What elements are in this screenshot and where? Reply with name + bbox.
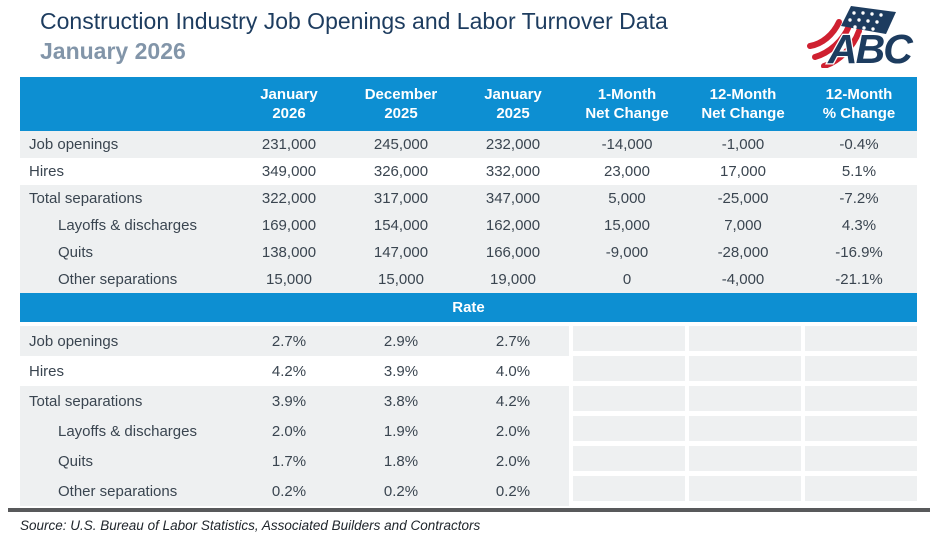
empty-cell	[685, 476, 801, 506]
table-cell: 1.9%	[345, 416, 457, 446]
table-cell: 147,000	[345, 239, 457, 266]
table-cell: 1.8%	[345, 446, 457, 476]
table-cell: 347,000	[457, 185, 569, 212]
table-cell: 5.1%	[801, 158, 917, 185]
table-cell: -7.2%	[801, 185, 917, 212]
table-cell: 2.0%	[233, 416, 345, 446]
row-label: Layoffs & discharges	[20, 416, 233, 446]
table-cell: 4.0%	[457, 356, 569, 386]
column-header	[801, 77, 917, 131]
table-cell: 138,000	[233, 239, 345, 266]
row-label: Layoffs & discharges	[20, 212, 233, 239]
table-cell: 162,000	[457, 212, 569, 239]
empty-cell	[685, 356, 801, 386]
table-cell: 3.9%	[233, 386, 345, 416]
column-header-line1: January	[484, 86, 542, 103]
table-cell: 7,000	[685, 212, 801, 239]
column-header	[345, 77, 457, 131]
empty-cell	[569, 416, 685, 446]
table-cell: -1,000	[685, 131, 801, 158]
table-cell: -4,000	[685, 266, 801, 293]
table-cell: 169,000	[233, 212, 345, 239]
column-header	[569, 77, 685, 131]
empty-cell	[801, 476, 917, 506]
empty-cell	[569, 476, 685, 506]
empty-cell	[685, 446, 801, 476]
row-label: Hires	[20, 356, 233, 386]
table-cell: 0.2%	[457, 476, 569, 506]
column-header-line1: January	[260, 86, 318, 103]
table-cell: 15,000	[233, 266, 345, 293]
table-cell: -16.9%	[801, 239, 917, 266]
table-cell: 15,000	[345, 266, 457, 293]
abc-logo-text: ABC	[828, 26, 911, 68]
column-header-line2: Net Change	[585, 105, 669, 122]
column-header	[457, 77, 569, 131]
masthead	[0, 0, 936, 74]
table-cell: 0	[569, 266, 685, 293]
column-header-line2: 2026	[272, 105, 306, 122]
empty-cell	[801, 356, 917, 386]
column-header-corner	[20, 77, 233, 131]
table-cell: 166,000	[457, 239, 569, 266]
jolt-table	[20, 77, 917, 506]
empty-cell	[801, 326, 917, 356]
table-cell: 0.2%	[233, 476, 345, 506]
table-cell: 5,000	[569, 185, 685, 212]
table-cell: 154,000	[345, 212, 457, 239]
table-cell: 1.7%	[233, 446, 345, 476]
source-note: Source: U.S. Bureau of Labor Statistics, Associated Builders and Contractors	[20, 518, 481, 533]
table-cell: 332,000	[457, 158, 569, 185]
column-header	[685, 77, 801, 131]
table-cell: 322,000	[233, 185, 345, 212]
table-cell: 349,000	[233, 158, 345, 185]
column-header-line1: 12-Month	[709, 86, 777, 103]
empty-cell	[569, 446, 685, 476]
table-cell: 4.3%	[801, 212, 917, 239]
rate-banner: Rate	[20, 293, 917, 326]
empty-cell	[569, 326, 685, 356]
column-header-line2: 2025	[496, 105, 530, 122]
table-cell: 3.8%	[345, 386, 457, 416]
column-header-line1: 12-Month	[825, 86, 893, 103]
table-cell: 317,000	[345, 185, 457, 212]
table-cell: 2.7%	[457, 326, 569, 356]
page-subtitle: January 2026	[40, 38, 186, 64]
table-cell: 4.2%	[233, 356, 345, 386]
empty-cell	[569, 356, 685, 386]
column-header-line2: % Change	[822, 105, 896, 122]
row-label: Hires	[20, 158, 233, 185]
row-label: Other separations	[20, 476, 233, 506]
column-header-line1: 1-Month	[597, 86, 657, 103]
empty-cell	[569, 386, 685, 416]
empty-cell	[685, 386, 801, 416]
table-cell: 231,000	[233, 131, 345, 158]
table-cell: 3.9%	[345, 356, 457, 386]
table-cell: 15,000	[569, 212, 685, 239]
table-cell: 232,000	[457, 131, 569, 158]
row-label: Job openings	[20, 326, 233, 356]
table-cell: 326,000	[345, 158, 457, 185]
row-label: Total separations	[20, 185, 233, 212]
footer-rule	[8, 508, 930, 512]
column-header-line1: December	[364, 86, 438, 103]
table-cell: -25,000	[685, 185, 801, 212]
abc-logo	[800, 2, 930, 68]
empty-cell	[801, 386, 917, 416]
table-cell: 4.2%	[457, 386, 569, 416]
table-cell: -0.4%	[801, 131, 917, 158]
table-cell: 23,000	[569, 158, 685, 185]
table-cell: -28,000	[685, 239, 801, 266]
page-title: Construction Industry Job Openings and Labor Turnover Data	[40, 8, 668, 34]
column-header-line2: 2025	[384, 105, 418, 122]
row-label: Other separations	[20, 266, 233, 293]
table-cell: -21.1%	[801, 266, 917, 293]
empty-cell	[801, 416, 917, 446]
row-label: Quits	[20, 239, 233, 266]
table-cell: 2.7%	[233, 326, 345, 356]
row-label: Total separations	[20, 386, 233, 416]
table-cell: 2.0%	[457, 446, 569, 476]
table-cell: 2.0%	[457, 416, 569, 446]
table-cell: -9,000	[569, 239, 685, 266]
table-cell: 19,000	[457, 266, 569, 293]
empty-cell	[685, 326, 801, 356]
column-header	[233, 77, 345, 131]
empty-cell	[685, 416, 801, 446]
row-label: Job openings	[20, 131, 233, 158]
table-cell: 2.9%	[345, 326, 457, 356]
row-label: Quits	[20, 446, 233, 476]
table-cell: -14,000	[569, 131, 685, 158]
table-cell: 0.2%	[345, 476, 457, 506]
table-cell: 245,000	[345, 131, 457, 158]
empty-cell	[801, 446, 917, 476]
column-header-line2: Net Change	[701, 105, 785, 122]
table-cell: 17,000	[685, 158, 801, 185]
